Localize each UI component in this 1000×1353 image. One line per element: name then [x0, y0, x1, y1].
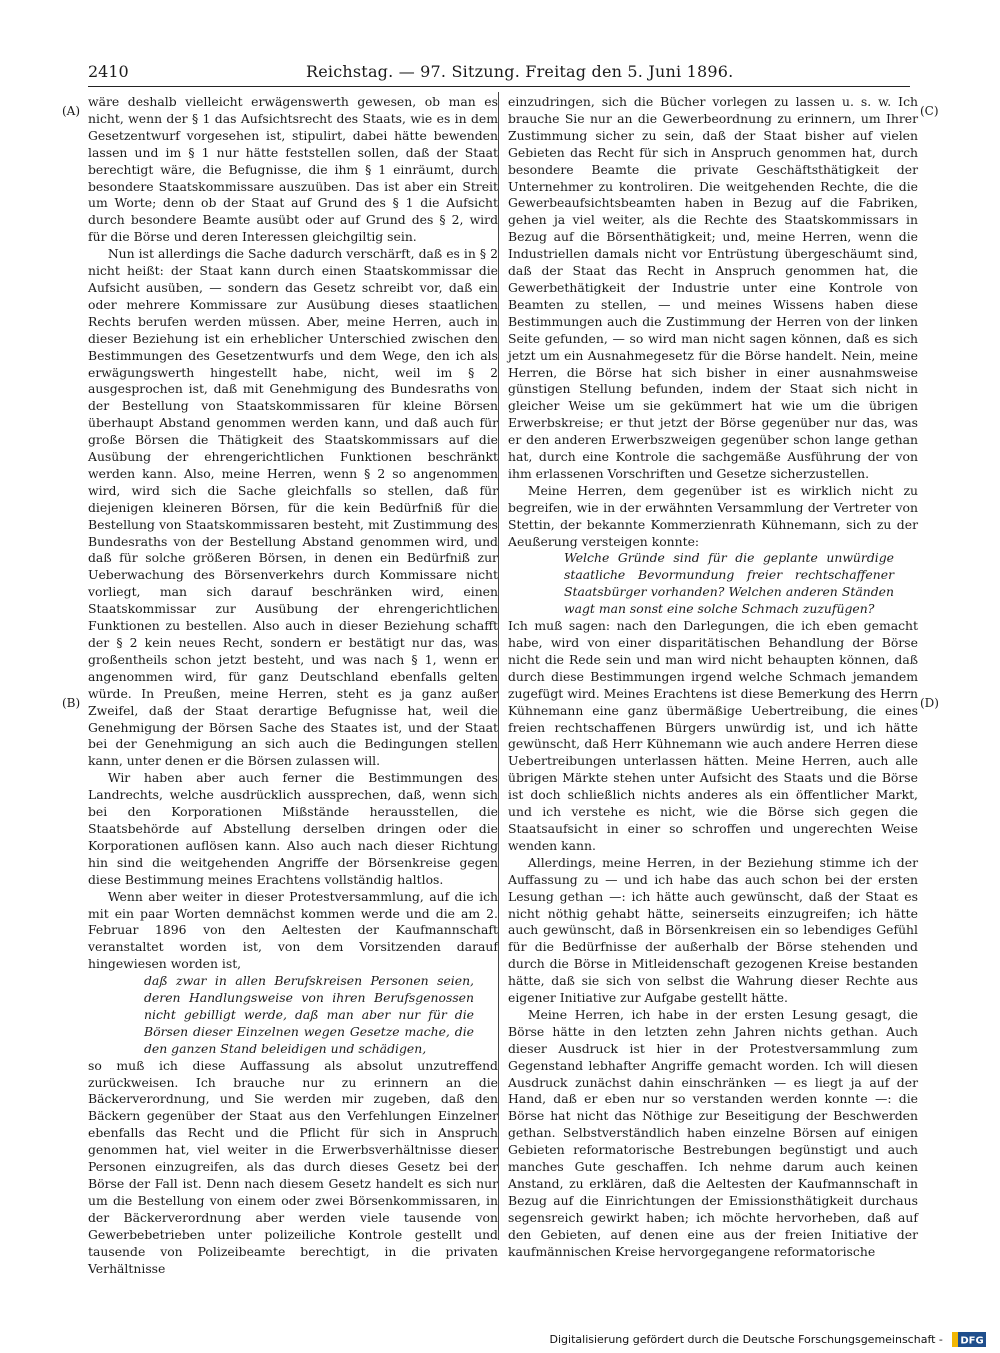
page-header — [88, 62, 910, 88]
digitization-footer — [550, 1329, 986, 1347]
block-quote: daß zwar in allen Berufskreisen Personen seien, deren Handlungsweise von ihren Berufsgenossen nicht gebilligt werde, daß man aber nur für die Börsen dieser Einzelnen wegen Gesetze mache, die den ganzen Stand beleidigen und schädigen, — [144, 973, 474, 1056]
left-column — [88, 94, 498, 1277]
margin-marker-b: (B) — [62, 696, 81, 710]
dfg-logo-text: DFG — [960, 1335, 984, 1347]
paragraph: so muß ich diese Auffassung als absolut unzutreffend zurückweisen. Ich brauche nur zu erinnern an die Bäckerverordnung, und Sie werden mir zugeben, daß den Bäckern gegenüber der Staat aus den Verfehlungen Einzelner ebenfalls das Recht und die Pflicht für sich in Anspruch genommen hat, viel weiter in die Erwerbsverhältnisse dieser Personen einzugreifen, als das durch dieses Gesetz bei der Börse der Fall ist. Denn nach diesem Gesetz handelt es sich nur um die Bestellung von einem oder zwei Börsenkommissaren, in der Bäckerverordnung aber werden viele tausende von Gewerbebetrieben unter polizeiliche Kontrole gestellt und tausende von Polizeibeamte berechtigt, in die privaten Verhältnisse — [88, 1057, 498, 1276]
dfg-logo-icon — [952, 1332, 986, 1347]
right-column — [508, 94, 918, 1261]
paragraph: Meine Herren, dem gegenüber ist es wirklich nicht zu begreifen, wie in der erwähnten Versammlung der Vertreter von Stettin, der bekannte Kommerzienrath Kühnemann, sich zu der Aeußerung versteigen konnte: — [508, 482, 918, 549]
paragraph: Ich muß sagen: nach den Darlegungen, die ich eben gemacht habe, wird von einer disparitätischen Behandlung der Börse nicht die Rede sein und man wird nicht behaupten können, daß durch diese Bestimmungen irgend welche Schmach jemandem zugefügt wird. Meines Erachtens ist diese Bemerkung des Herrn Kühnemann eine ganz übermäßige Uebertreibung, die eines freien rechtschaffenen Bürgers unwürdig ist, und ich hätte gewünscht, daß Herr Kühnemann wie auch andere Herren diese Uebertreibungen unterlassen hätten. Meine Herren, auch alle übrigen Märkte stehen unter Aufsicht des Staats und die Börse ist doch schließlich nichts anderes als ein öffentlicher Markt, und ich verstehe es nicht, wie die Börse sich gegen die Staatsaufsicht in einer so schroffen und ungerechten Weise wenden kann. — [508, 618, 918, 853]
margin-marker-c: (C) — [920, 104, 939, 118]
header-rule — [88, 86, 910, 87]
running-title: Reichstag. — 97. Sitzung. Freitag den 5. Juni 1896. — [306, 62, 734, 81]
paragraph: Allerdings, meine Herren, in der Beziehung stimme ich der Auffassung zu — und ich habe das auch schon bei der ersten Lesung gethan —: ich hätte auch gewünscht, daß der Staat es nicht nöthig gehabt hätte, seinerseits einzugreifen; ich hätte auch gewünscht, daß in Börsenkreisen ein so lebendiges Gefühl für die Bedürfnisse der außerhalb der Börse stehenden und durch die Börse in Mitleidenschaft gezogenen Kreise bestanden hätte, daß sie sich von selbst die Wahrung dieser Rechte aus eigener Initiative zur Aufgabe gestellt hätte. — [508, 854, 918, 1006]
block-quote: Welche Gründe sind für die geplante unwürdige staatliche Bevormundung freier rechtschaffener Staatsbürger vorhanden? Welchen anderen Ständen wagt man sonst eine solche Schmach zuzufügen? — [564, 550, 894, 617]
page-number: 2410 — [88, 62, 129, 81]
column-divider — [498, 92, 499, 1240]
paragraph: Meine Herren, ich habe in der ersten Lesung gesagt, die Börse hätte in den letzten zehn Jahren nichts gethan. Auch dieser Ausdruck ist hier in der Protestversammlung zum Gegenstand lebhafter Angriffe gemacht worden. Ich will diesen Ausdruck zunächst dahin einschränken — es liegt ja auf der Hand, daß er eben nur so verstanden werden konnte —: die Börse hat nicht das Nöthige zur Beseitigung der Beschwerden gethan. Selbstverständlich haben einzelne Börsen auf einigen Gebieten reformatorische Bestrebungen begünstigt und auch manches Gute geschaffen. Ich nehme darum auch keinen Anstand, zu erklären, daß die Aeltesten der Kaufmannschaft in Bezug auf die Einrichtungen der Emissionsthätigkeit durchaus segensreich gewirkt haben; ich möchte hervorheben, daß auf den Gebieten, auf denen eine aus der freien Initiative der kaufmännischen Kreise hervorgegangene reformatorische — [508, 1006, 918, 1259]
paragraph: Wenn aber weiter in dieser Protestversammlung, auf die ich mit ein paar Worten demnächst kommen werde und die am 2. Februar 1896 von den Aeltesten der Kaufmannschaft veranstaltet worden ist, von dem Vorsitzenden darauf hingewiesen worden ist, — [88, 888, 498, 972]
paragraph: Wir haben aber auch ferner die Bestimmungen des Landrechts, welche ausdrücklich aussprechen, daß, wenn sich bei den Korporationen Mißstände herausstellen, die Staatsbehörde auf Abstellung derselben dringen oder die Korporationen auflösen kann. Also auch nach dieser Richtung hin sind die weitgehenden Angriffe der Börsenkreise gegen diese Bestimmung meines Erachtens vollständig haltlos. — [88, 770, 498, 887]
margin-marker-a: (A) — [62, 104, 81, 118]
funding-note: Digitalisierung gefördert durch die Deutsche Forschungsgemeinschaft - — [549, 1333, 943, 1346]
paragraph: einzudringen, sich die Bücher vorlegen zu lassen u. s. w. Ich brauche Sie nur an die Gewerbeordnung zu erinnern, um Ihrer Zustimmung sicher zu sein, daß der Staat bisher auf vielen Gebieten das Recht für sich in Anspruch genommen hat, durch besondere Beamte die private Geschäftsthätigkeit der Unternehmer zu kontroliren. Die weitgehenden Rechte, die die Gewerbeaufsichtsbeamten haben in Bezug auf die Fabriken, gehen ja viel weiter, als die Rechte des Staatskommissars in Bezug auf die Börsenthätigkeit; und, meine Herren, wenn die Industriellen damals nicht vor Entrüstung übergeschäumt sind, daß der Staat das Recht in Anspruch genommen hat, die Gewerbethätigkeit der Industrie unter eine Kontrole von Beamten zu stellen, — und meines Wissens haben diese Bestimmungen auch die Zustimmung der Herren von der linken Seite gefunden, — so wird man nicht sagen können, daß es sich jetzt um ein Ausnahmegesetz für die Börse handelt. Nein, meine Herren, die Börse hat sich bisher in einer ausnahmsweise günstigen Stellung befunden, indem der Staat sich nicht in gleicher Weise um sie gekümmert hat wie um die übrigen Erwerbskreise; er thut jetzt der Börse gegenüber nur das, was er den anderen Erwerbszweigen gegenüber schon lange gethan hat, durch eine Kontrole die sachgemäße Ausführung der von ihm erlassenen Vorschriften und Gesetze sicherzustellen. — [508, 94, 918, 481]
margin-marker-d: (D) — [920, 696, 939, 710]
paragraph: wäre deshalb vielleicht erwägenswerth gewesen, ob man es nicht, wenn der § 1 das Aufsichtsrecht des Staats, wie es in dem Gesetzentwurf vorgesehen ist, stipulirt, dabei hätte bewenden lassen und im § 1 nur hätte feststellen sollen, daß der Staat berechtigt wäre, die Befugnisse, die ihm § 1 einräumt, durch besondere Staatskommissare auszuüben. Das ist aber ein Streit um Worte; denn ob der Staat auf Grund des § 1 die Aufsicht durch besondere Beamte ausübt oder auf Grund des § 2, wird für die Börse und deren Interessen gleichgiltig sein. — [88, 94, 498, 245]
paragraph: Nun ist allerdings die Sache dadurch verschärft, daß es in § 2 nicht heißt: der Staat kann durch einen Staatskommissar die Aufsicht ausüben, — sondern das Gesetz schreibt vor, daß ein oder mehrere Kommissare zur Ausübung dieses staatlichen Rechts berufen werden müssen. Aber, meine Herren, auch in dieser Beziehung ist ein erheblicher Unterschied zwischen den Bestimmungen des Gesetzentwurfs und dem Wege, den ich als erwägungswerth hingestellt habe, nicht, weil im § 2 ausgesprochen ist, daß mit Genehmigung des Bundesraths von der Bestellung von Staatskommissaren für kleine Börsen überhaupt Abstand genommen werden kann, und daß auch für große Börsen die Thätigkeit des Staatskommissars auf die Ausübung der ehrengerichtlichen Funktionen beschränkt werden kann. Also, meine Herren, wenn § 2 so angenommen wird, wird sich die Sache gleichfalls so stellen, daß für diejenigen kleineren Börsen, für die kein Bedürfniß für die Bestellung von Staatskommissaren besteht, mit Zustimmung des Bundesraths von der Bestellung Abstand genommen wird, und daß für solche größeren Börsen, in denen ein Bedürfniß zur Ueberwachung des Börsenverkehrs durch Kommissare nicht vorliegt, man sich darauf beschränken wird, einen Staatskommissar zur Ausübung der ehrengerichtlichen Funktionen zu bestellen. Also auch in dieser Beziehung schafft der § 2 kein neues Recht, sondern er bestätigt nur das, was großentheils schon jetzt besteht, und was nach § 1, wenn er angenommen wird, für ganz Deutschland ebenfalls gelten würde. In Preußen, meine Herren, steht es ja ganz außer Zweifel, daß der Staat derartige Befugnisse hat, weil die Genehmigung der Börsen Sache des Staates ist, und der Staat bei der Genehmigung an sich auch die Bedingungen stellen kann, unter denen er die Börsen zulassen will. — [88, 246, 498, 769]
